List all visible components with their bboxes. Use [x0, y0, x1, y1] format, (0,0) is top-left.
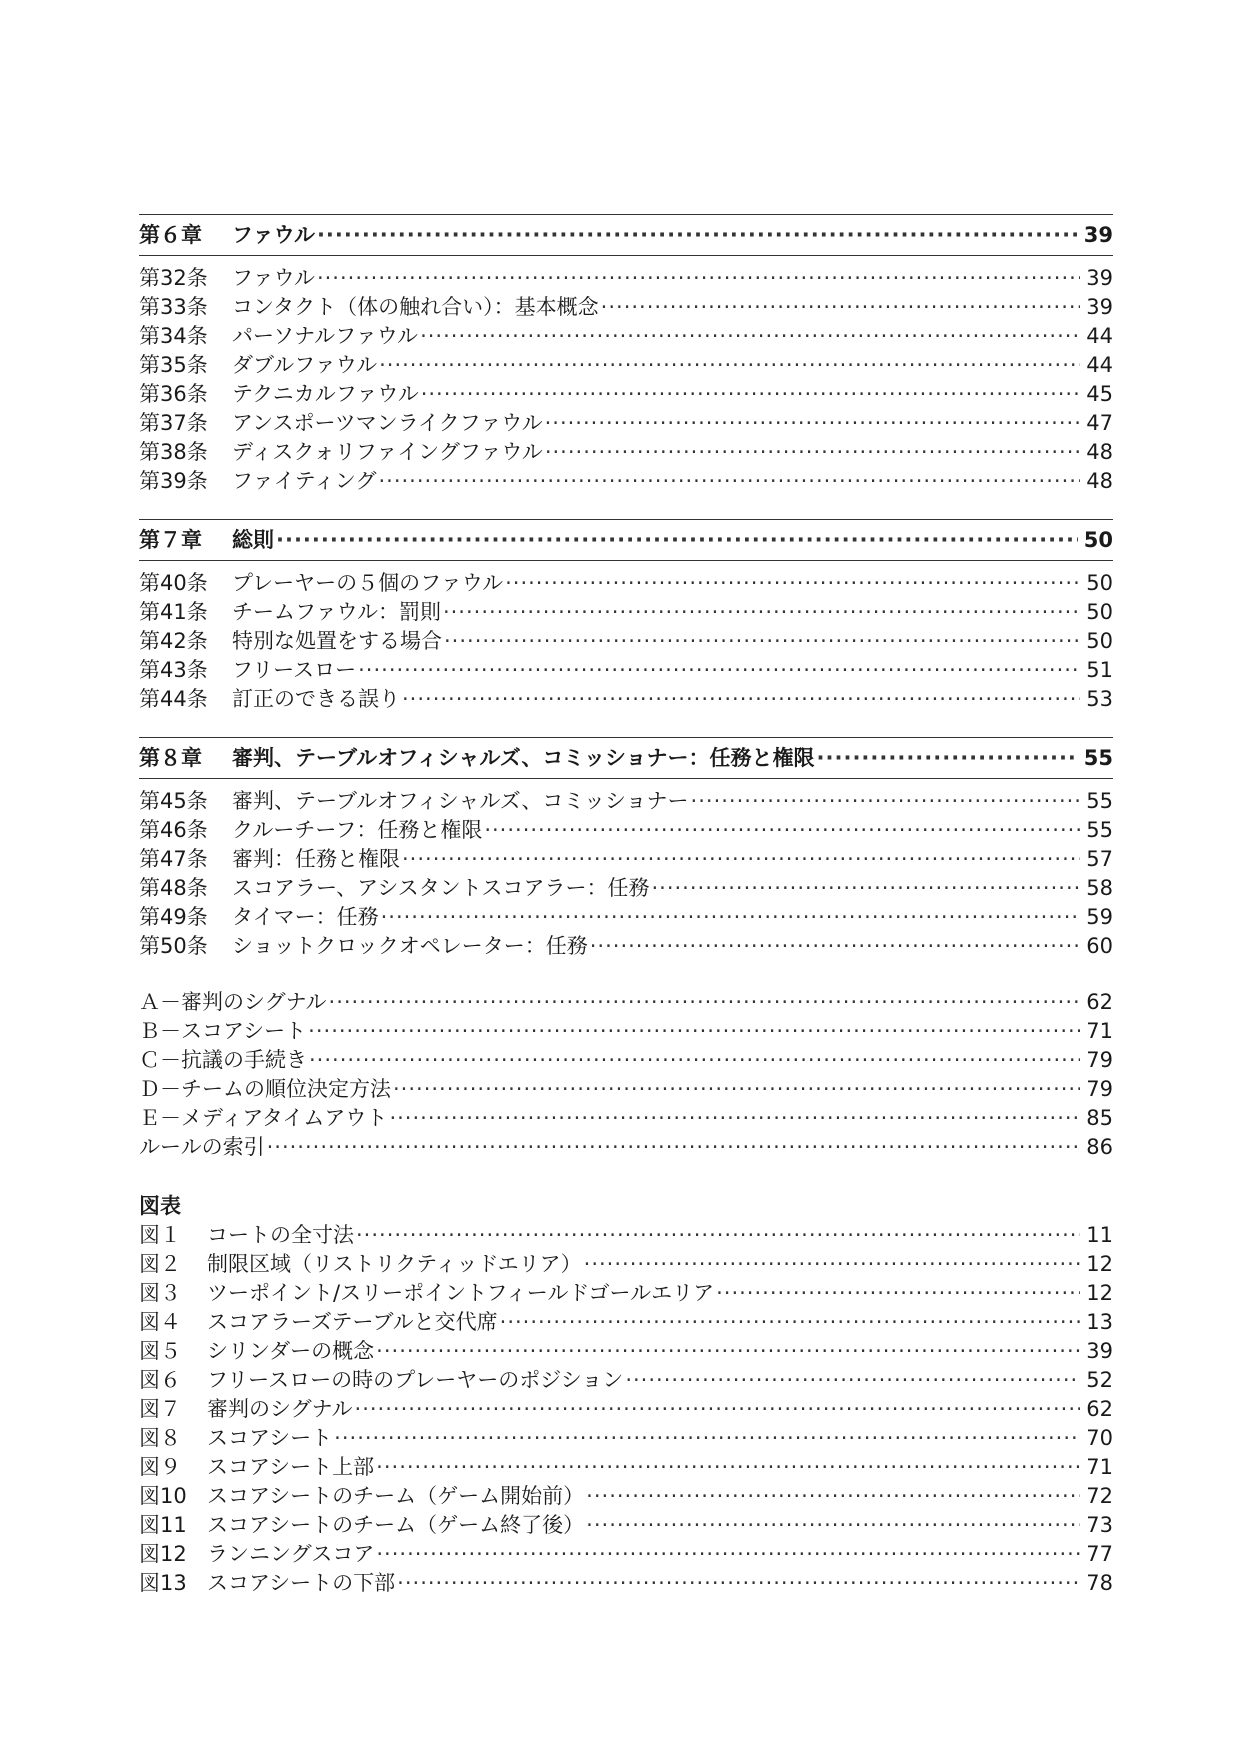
article-entry[interactable] [139, 787, 1113, 816]
article-entry-page-number: 47 [1086, 411, 1113, 435]
article-entry-title: クルーチーフ：任務と権限 [232, 818, 483, 842]
chapter-heading-title: ファウル [232, 223, 315, 247]
article-entry-title: ファウル [232, 266, 315, 290]
dot-leader [651, 874, 1080, 903]
figure-entry-page-number: 13 [1086, 1310, 1113, 1334]
article-entry-title: ディスクォリファイングファウル [232, 440, 543, 464]
figure-entry-label: 図10 [139, 1484, 187, 1508]
figure-entry[interactable] [139, 1337, 1113, 1366]
article-entry[interactable] [139, 322, 1113, 351]
chapter-list [139, 214, 1113, 961]
figure-entry-label: 図６ [139, 1368, 181, 1392]
article-entry-label: 第32条 [139, 266, 208, 290]
article-entry-page-number: 48 [1086, 469, 1113, 493]
article-entry[interactable] [139, 598, 1113, 627]
article-entry[interactable] [139, 380, 1113, 409]
dot-leader [329, 988, 1081, 1017]
chapter-heading[interactable] [139, 738, 1113, 778]
article-entry-label: 第33条 [139, 295, 208, 319]
figure-entry-page-number: 12 [1086, 1252, 1113, 1276]
figure-entry-page-number: 78 [1086, 1571, 1113, 1595]
chapter-heading-label: 第７章 [139, 528, 202, 552]
figures-heading: 図表 [139, 1194, 181, 1218]
dot-leader [358, 656, 1080, 685]
article-entry-page-number: 53 [1086, 687, 1113, 711]
figure-entry-label: 図12 [139, 1542, 187, 1566]
dot-leader [317, 215, 1078, 255]
article-entry-page-number: 50 [1086, 571, 1113, 595]
article-entry[interactable] [139, 845, 1113, 874]
dot-leader [376, 1453, 1080, 1482]
article-entry-page-number: 55 [1086, 789, 1113, 813]
appendix-list [139, 988, 1113, 1162]
dot-leader [309, 1046, 1080, 1075]
article-entry-page-number: 44 [1086, 324, 1113, 348]
dot-leader [379, 351, 1080, 380]
appendix-entry-page-number: 62 [1086, 990, 1113, 1014]
figure-entry-label: 図13 [139, 1571, 187, 1595]
article-entry-label: 第34条 [139, 324, 208, 348]
figure-entry[interactable] [139, 1569, 1113, 1598]
appendix-entry-title: Ｃ－抗議の手続き [139, 1048, 307, 1072]
article-entry-page-number: 51 [1086, 658, 1113, 682]
figure-entry-label: 図９ [139, 1455, 181, 1479]
article-entry[interactable] [139, 627, 1113, 656]
figure-entry-page-number: 11 [1086, 1223, 1113, 1247]
dot-leader [590, 932, 1081, 961]
appendix-entry-page-number: 79 [1086, 1048, 1113, 1072]
figure-list [139, 1221, 1113, 1598]
article-entry-label: 第47条 [139, 847, 208, 871]
article-entry[interactable] [139, 264, 1113, 293]
figure-entry-label: 図２ [139, 1252, 181, 1276]
dot-leader [355, 1395, 1081, 1424]
article-entry-page-number: 39 [1086, 266, 1113, 290]
article-entry-title: ショットクロックオペレーター：任務 [232, 934, 588, 958]
dot-leader [586, 1482, 1080, 1511]
figure-entry-page-number: 77 [1086, 1542, 1113, 1566]
dot-leader [317, 264, 1080, 293]
article-entry-title: 特別な処置をする場合 [232, 629, 442, 653]
figure-entry-title: コートの全寸法 [207, 1223, 354, 1247]
dot-leader [267, 1133, 1081, 1162]
figure-entry-page-number: 72 [1086, 1484, 1113, 1508]
appendix-entry[interactable] [139, 988, 1113, 1017]
figure-entry[interactable] [139, 1279, 1113, 1308]
figure-entry-title: ツーポイント/スリーポイントフィールドゴールエリア [207, 1281, 715, 1305]
figure-entry-title: スコアラーズテーブルと交代席 [207, 1310, 498, 1334]
dot-leader [716, 1279, 1080, 1308]
article-entry-page-number: 59 [1086, 905, 1113, 929]
dot-leader [393, 1075, 1080, 1104]
dot-leader [389, 1104, 1080, 1133]
article-entry-title: タイマー：任務 [232, 905, 379, 929]
article-entry-page-number: 50 [1086, 600, 1113, 624]
dot-leader [625, 1366, 1080, 1395]
figure-entry-label: 図４ [139, 1310, 181, 1334]
dot-leader [420, 322, 1080, 351]
chapter-section [139, 519, 1113, 714]
appendix-entry[interactable] [139, 1046, 1113, 1075]
appendix-entry-title: Ａ－審判のシグナル [139, 990, 327, 1014]
figure-entry-label: 図11 [139, 1513, 187, 1537]
chapter-heading-page-number: 39 [1083, 223, 1113, 247]
dot-leader [376, 1540, 1080, 1569]
chapter-heading-title: 審判、テーブルオフィシャルズ、コミッショナー：任務と権限 [232, 746, 815, 770]
article-entry[interactable] [139, 903, 1113, 932]
appendix-entry-title: ルールの索引 [139, 1135, 265, 1159]
article-entry[interactable] [139, 467, 1113, 496]
article-entry-label: 第42条 [139, 629, 208, 653]
article-entry[interactable] [139, 438, 1113, 467]
figure-entry-label: 図３ [139, 1281, 181, 1305]
appendix-entry-page-number: 79 [1086, 1077, 1113, 1101]
dot-leader [505, 569, 1080, 598]
dot-leader [381, 903, 1081, 932]
dot-leader [817, 738, 1078, 778]
figure-entry-label: 図７ [139, 1397, 181, 1421]
figure-entry-title: ランニングスコア [207, 1542, 375, 1566]
figure-entry-title: フリースローの時のプレーヤーのポジション [207, 1368, 624, 1392]
article-entry[interactable] [139, 351, 1113, 380]
dot-leader [402, 845, 1080, 874]
chapter-heading-page-number: 55 [1083, 746, 1113, 770]
figure-entry[interactable] [139, 1221, 1113, 1250]
figure-entry[interactable] [139, 1366, 1113, 1395]
article-entry-page-number: 57 [1086, 847, 1113, 871]
appendix-entry-title: Ｅ－メディアタイムアウト [139, 1106, 388, 1130]
article-entry-title: 審判：任務と権限 [232, 847, 400, 871]
appendix-entry[interactable] [139, 1075, 1113, 1104]
article-entry-title: プレーヤーの５個のファウル [232, 571, 504, 595]
article-entry-title: パーソナルファウル [232, 324, 419, 348]
dot-leader [276, 520, 1078, 560]
figure-entry-title: スコアシートの下部 [207, 1571, 396, 1595]
dot-leader [397, 1569, 1080, 1598]
chapter-section [139, 214, 1113, 496]
dot-leader [376, 1337, 1080, 1366]
figure-entry[interactable] [139, 1250, 1113, 1279]
figure-entry-title: 制限区域（リストリクティッドエリア） [207, 1252, 582, 1276]
article-entry-title: フリースロー [232, 658, 357, 682]
article-entry-label: 第38条 [139, 440, 208, 464]
article-entry-page-number: 55 [1086, 818, 1113, 842]
figure-entry[interactable] [139, 1424, 1113, 1453]
article-entry-title: ファイティング [232, 469, 377, 493]
appendix-entry[interactable] [139, 1133, 1113, 1162]
dot-leader [356, 1221, 1080, 1250]
chapter-heading[interactable] [139, 215, 1113, 255]
dot-leader [545, 409, 1081, 438]
figure-entry-label: 図５ [139, 1339, 181, 1363]
article-entry[interactable] [139, 685, 1113, 714]
article-entry-title: チームファウル：罰則 [232, 600, 441, 624]
appendix-entry[interactable] [139, 1017, 1113, 1046]
article-entry-page-number: 39 [1086, 295, 1113, 319]
chapter-section [139, 737, 1113, 961]
article-entry[interactable] [139, 409, 1113, 438]
article-entry[interactable] [139, 816, 1113, 845]
dot-leader [584, 1250, 1081, 1279]
article-entry-label: 第43条 [139, 658, 208, 682]
article-entry-page-number: 48 [1086, 440, 1113, 464]
dot-leader [484, 816, 1080, 845]
appendix-entry-page-number: 86 [1086, 1135, 1113, 1159]
dot-leader [500, 1308, 1081, 1337]
figure-entry-title: スコアシート上部 [207, 1455, 375, 1479]
dot-leader [308, 1017, 1080, 1046]
table-of-contents [139, 214, 1113, 1598]
chapter-heading-title: 総則 [232, 528, 274, 552]
chapter-heading-label: 第８章 [139, 746, 202, 770]
article-entry[interactable] [139, 656, 1113, 685]
figure-entry-label: 図８ [139, 1426, 181, 1450]
article-entry-label: 第40条 [139, 571, 208, 595]
dot-leader [421, 380, 1081, 409]
article-entry-label: 第45条 [139, 789, 208, 813]
dot-leader [601, 293, 1081, 322]
chapter-heading-label: 第６章 [139, 223, 202, 247]
article-entry-label: 第39条 [139, 469, 208, 493]
article-entry-label: 第44条 [139, 687, 208, 711]
article-entry[interactable] [139, 874, 1113, 903]
appendix-entry[interactable] [139, 1104, 1113, 1133]
figure-entry-page-number: 12 [1086, 1281, 1113, 1305]
dot-leader [334, 1424, 1080, 1453]
article-entry-label: 第50条 [139, 934, 208, 958]
figure-entry[interactable] [139, 1395, 1113, 1424]
chapter-heading-page-number: 50 [1083, 528, 1113, 552]
figure-entry-label: 図１ [139, 1223, 181, 1247]
article-entry[interactable] [139, 569, 1113, 598]
article-entry-title: コンタクト（体の触れ合い）：基本概念 [232, 295, 599, 319]
dot-leader [443, 598, 1080, 627]
article-entry-page-number: 44 [1086, 353, 1113, 377]
figure-entry-page-number: 70 [1086, 1426, 1113, 1450]
dot-leader [586, 1511, 1080, 1540]
figure-entry-title: スコアシート [207, 1426, 333, 1450]
dot-leader [378, 467, 1080, 496]
appendix-entry-page-number: 71 [1086, 1019, 1113, 1043]
figure-entry-title: 審判のシグナル [207, 1397, 353, 1421]
article-entry-title: 審判、テーブルオフィシャルズ、コミッショナー [232, 789, 689, 813]
article-entry[interactable] [139, 932, 1113, 961]
figure-entry[interactable] [139, 1453, 1113, 1482]
appendix-entry-page-number: 85 [1086, 1106, 1113, 1130]
figure-entry-page-number: 62 [1086, 1397, 1113, 1421]
article-entry-page-number: 45 [1086, 382, 1113, 406]
article-entry-label: 第46条 [139, 818, 208, 842]
article-entry-label: 第41条 [139, 600, 208, 624]
article-entry-page-number: 50 [1086, 629, 1113, 653]
article-entry-title: スコアラー、アシスタントスコアラー：任務 [232, 876, 650, 900]
appendix-entry-title: Ｂ－スコアシート [139, 1019, 307, 1043]
article-entry[interactable] [139, 293, 1113, 322]
article-entry-label: 第35条 [139, 353, 208, 377]
figure-entry-page-number: 71 [1086, 1455, 1113, 1479]
dot-leader [691, 787, 1081, 816]
figure-entry[interactable] [139, 1482, 1113, 1511]
figure-entry-title: スコアシートのチーム（ゲーム終了後） [207, 1513, 585, 1537]
article-entry-label: 第36条 [139, 382, 208, 406]
figure-entry[interactable] [139, 1308, 1113, 1337]
article-entry-title: テクニカルファウル [232, 382, 419, 406]
appendix-entry-title: Ｄ－チームの順位決定方法 [139, 1077, 391, 1101]
dot-leader [444, 627, 1080, 656]
article-entry-page-number: 58 [1086, 876, 1113, 900]
figure-entry-page-number: 39 [1086, 1339, 1113, 1363]
figure-entry-title: スコアシートのチーム（ゲーム開始前） [207, 1484, 585, 1508]
chapter-heading[interactable] [139, 520, 1113, 560]
article-entry-title: 訂正のできる誤り [232, 687, 400, 711]
article-entry-label: 第49条 [139, 905, 208, 929]
dot-leader [402, 685, 1080, 714]
dot-leader [545, 438, 1080, 467]
article-entry-label: 第48条 [139, 876, 208, 900]
article-entry-title: アンスポーツマンライクファウル [232, 411, 543, 435]
figure-entry-title: シリンダーの概念 [207, 1339, 375, 1363]
figure-entry-page-number: 52 [1086, 1368, 1113, 1392]
article-entry-label: 第37条 [139, 411, 208, 435]
figure-entry-page-number: 73 [1086, 1513, 1113, 1537]
figure-entry[interactable] [139, 1540, 1113, 1569]
article-entry-page-number: 60 [1086, 934, 1113, 958]
article-entry-title: ダブルファウル [232, 353, 378, 377]
figure-entry[interactable] [139, 1511, 1113, 1540]
